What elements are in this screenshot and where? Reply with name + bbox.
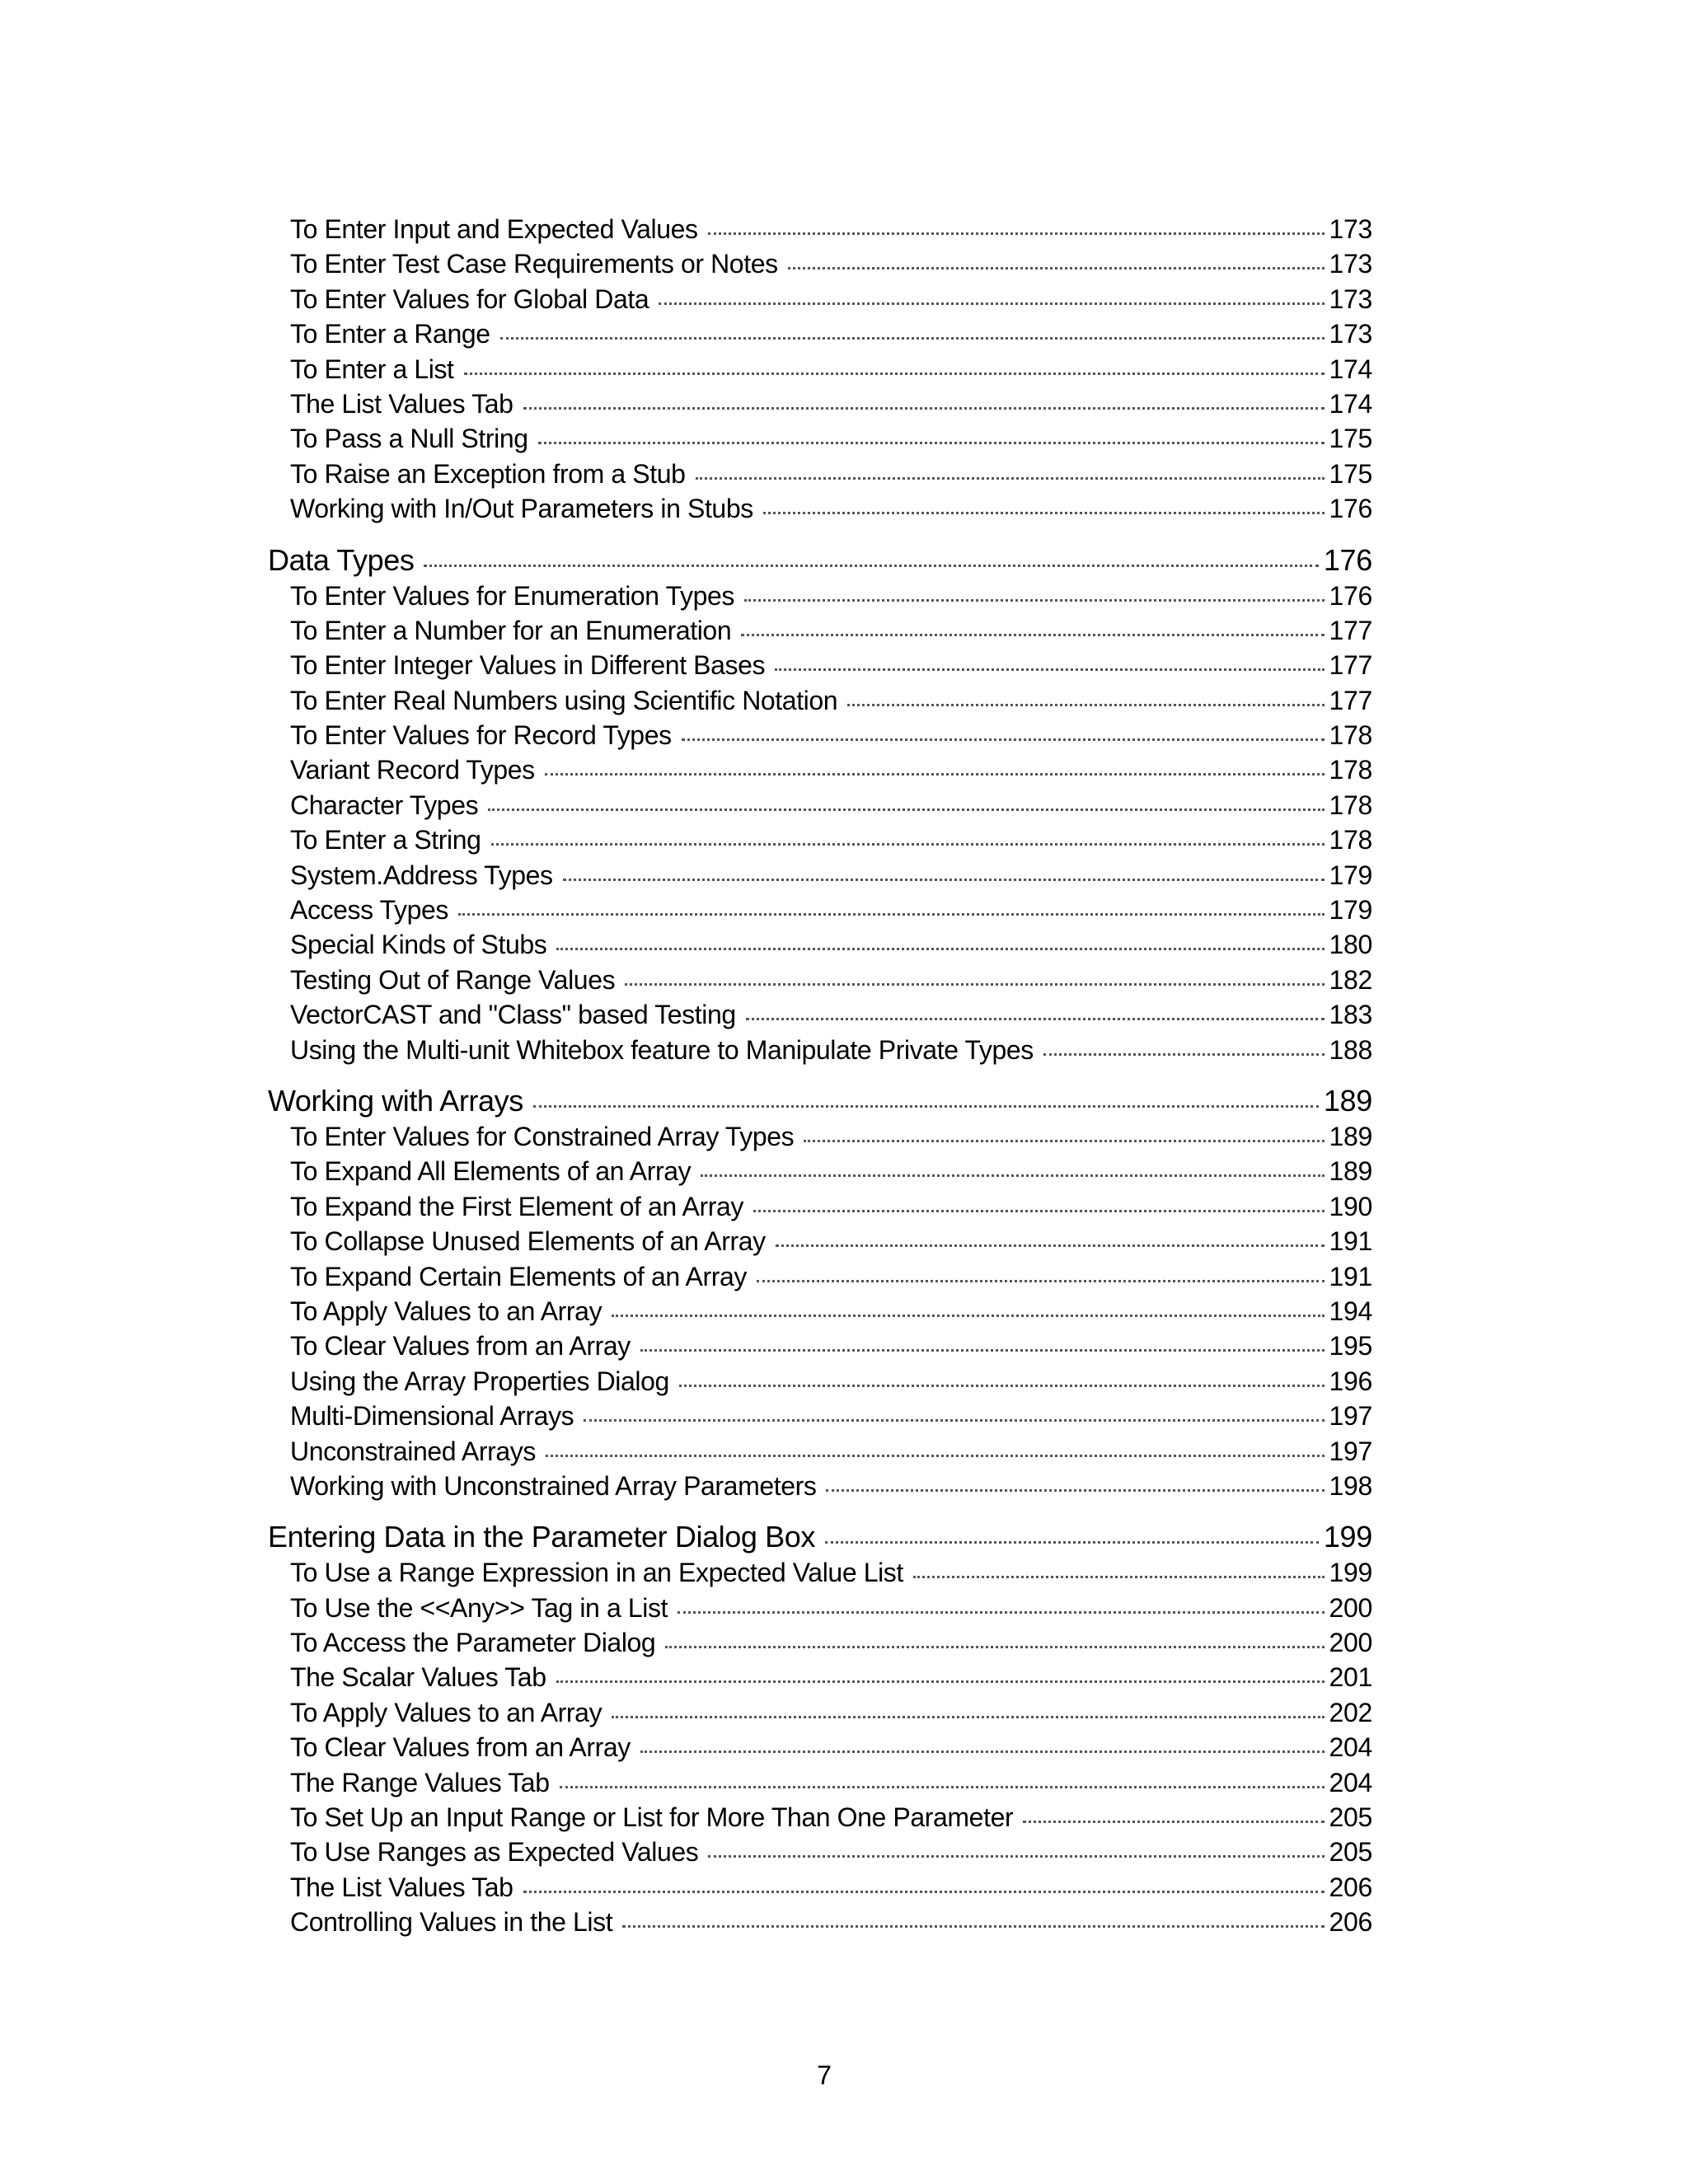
dot-leader	[640, 1349, 1325, 1352]
toc-entry-page-number: 206	[1329, 1907, 1372, 1938]
dot-leader	[523, 1891, 1325, 1893]
toc-entry-page-number: 183	[1329, 1000, 1372, 1030]
dot-leader	[659, 302, 1324, 305]
toc-entry[interactable]	[268, 1119, 1372, 1154]
dot-leader	[776, 1244, 1325, 1247]
toc-entry[interactable]	[268, 387, 1372, 421]
toc-entry-title: To Expand All Elements of an Array	[290, 1156, 692, 1187]
toc-entry-page-number: 179	[1329, 860, 1372, 890]
dot-leader	[584, 1419, 1324, 1422]
toc-entry-title: To Apply Values to an Array	[290, 1296, 603, 1326]
toc-entry-title: Working with In/Out Parameters in Stubs	[290, 494, 753, 524]
toc-section-title: Data Types	[268, 542, 415, 577]
dot-leader	[708, 232, 1325, 235]
dot-leader	[612, 1716, 1324, 1718]
dot-leader	[741, 634, 1324, 636]
page-number: 7	[817, 2060, 832, 2090]
toc-section-title: Entering Data in the Parameter Dialog Box	[268, 1520, 815, 1554]
toc-entry-page-number: 199	[1329, 1558, 1372, 1588]
toc-section-heading[interactable]	[268, 1083, 1372, 1119]
dot-leader	[665, 1646, 1324, 1648]
toc-entry-page-number: 189	[1329, 1121, 1372, 1151]
dot-leader	[788, 267, 1325, 269]
dot-leader	[464, 373, 1325, 375]
toc-entry[interactable]	[268, 212, 1372, 246]
dot-leader	[825, 1541, 1319, 1544]
toc-entry-title: Controlling Values in the List	[290, 1907, 613, 1938]
toc-entry[interactable]	[268, 246, 1372, 281]
toc-entry-page-number: 173	[1329, 214, 1372, 244]
toc-entry[interactable]	[268, 788, 1372, 823]
toc-entry[interactable]	[268, 893, 1372, 927]
dot-leader	[696, 477, 1325, 480]
toc-entry-page-number: 201	[1329, 1662, 1372, 1693]
dot-leader	[679, 1385, 1325, 1387]
toc-entry-page-number: 182	[1329, 964, 1372, 995]
toc-entry-title: Using the Array Properties Dialog	[290, 1366, 669, 1396]
toc-entry-title: Character Types	[290, 790, 479, 820]
toc-entry-page-number: 205	[1329, 1837, 1372, 1868]
dot-leader	[826, 1489, 1324, 1492]
dot-leader	[757, 1280, 1325, 1282]
toc-section-page-number: 189	[1323, 1083, 1372, 1118]
dot-leader	[563, 879, 1325, 881]
toc-entry[interactable]	[268, 1399, 1372, 1433]
toc-entry-title: To Use a Range Expression in an Expected Value List	[290, 1558, 903, 1588]
toc-entry-page-number: 195	[1329, 1331, 1372, 1361]
toc-entry-page-number: 190	[1329, 1191, 1372, 1221]
toc-entry[interactable]	[268, 1189, 1372, 1224]
toc-entry-page-number: 204	[1329, 1732, 1372, 1763]
dot-leader	[625, 983, 1324, 986]
toc-entry-page-number: 175	[1329, 458, 1372, 489]
toc-entry-title: To Enter a Number for an Enumeration	[290, 615, 732, 645]
dot-leader	[556, 1680, 1325, 1683]
toc-entry-title: To Enter Test Case Requirements or Notes	[290, 249, 778, 279]
dot-leader	[744, 599, 1325, 602]
toc-entry-title: VectorCAST and "Class" based Testing	[290, 1000, 736, 1030]
toc-entry-title: The List Values Tab	[290, 388, 513, 419]
toc-entry[interactable]	[268, 1905, 1372, 1939]
toc-entry-title: Special Kinds of Stubs	[290, 930, 547, 960]
toc-entry[interactable]	[268, 1870, 1372, 1905]
toc-entry[interactable]	[268, 927, 1372, 962]
toc-entry[interactable]	[268, 963, 1372, 997]
toc-entry-title: To Enter a Range	[290, 319, 490, 349]
toc-entry-page-number: 180	[1329, 930, 1372, 960]
toc-entry-page-number: 177	[1329, 650, 1372, 681]
dot-leader	[775, 668, 1324, 671]
dot-leader	[1023, 1821, 1324, 1823]
toc-entry-page-number: 176	[1329, 580, 1372, 611]
toc-entry-title: To Enter Real Numbers using Scientific Notation	[290, 685, 838, 715]
toc-entry[interactable]	[268, 1800, 1372, 1835]
toc-entry[interactable]	[268, 1259, 1372, 1294]
dot-leader	[701, 1174, 1324, 1177]
toc-entry-page-number: 206	[1329, 1872, 1372, 1902]
toc-entry-title: To Access the Parameter Dialog	[290, 1628, 656, 1658]
toc-entry-title: To Expand Certain Elements of an Array	[290, 1261, 747, 1291]
toc-entry[interactable]	[268, 421, 1372, 456]
toc-entry-title: To Raise an Exception from a Stub	[290, 458, 686, 489]
toc-entry-page-number: 173	[1329, 249, 1372, 279]
dot-leader	[491, 843, 1325, 846]
toc-entry-title: Multi-Dimensional Arrays	[290, 1401, 574, 1432]
toc-entry[interactable]	[268, 316, 1372, 351]
toc-entry-page-number: 178	[1329, 825, 1372, 855]
toc-entry-title: To Enter Values for Record Types	[290, 720, 672, 751]
toc-entry-page-number: 179	[1329, 895, 1372, 926]
dot-leader	[560, 1786, 1325, 1788]
dot-leader	[1043, 1053, 1325, 1056]
toc-entry-page-number: 198	[1329, 1470, 1372, 1501]
dot-leader	[538, 442, 1325, 444]
toc-entry[interactable]	[268, 1364, 1372, 1399]
toc-entry[interactable]	[268, 352, 1372, 387]
dot-leader	[622, 1925, 1324, 1928]
toc-entry-page-number: 191	[1329, 1226, 1372, 1257]
toc-entry-page-number: 189	[1329, 1156, 1372, 1187]
toc-entry-title: To Enter Integer Values in Different Bases	[290, 650, 766, 681]
toc-entry-title: The Range Values Tab	[290, 1767, 550, 1797]
toc-entry[interactable]	[268, 1765, 1372, 1800]
toc-entry[interactable]	[268, 1434, 1372, 1469]
toc-entry[interactable]	[268, 1469, 1372, 1503]
dot-leader	[763, 512, 1325, 514]
dot-leader	[424, 565, 1318, 567]
toc-entry-page-number: 173	[1329, 319, 1372, 349]
toc-section-title: Working with Arrays	[268, 1083, 523, 1118]
toc-entry[interactable]	[268, 1730, 1372, 1765]
toc-entry[interactable]	[268, 648, 1372, 682]
toc-entry[interactable]	[268, 683, 1372, 718]
toc-section-heading[interactable]	[268, 1519, 1372, 1555]
dot-leader	[458, 913, 1324, 916]
dot-leader	[847, 704, 1324, 706]
toc-entry-page-number: 197	[1329, 1401, 1372, 1432]
dot-leader	[545, 773, 1325, 776]
toc-entry-page-number: 177	[1329, 615, 1372, 645]
toc-entry-page-number: 194	[1329, 1296, 1372, 1326]
toc-entry[interactable]	[268, 1660, 1372, 1694]
toc-entry-title: To Apply Values to an Array	[290, 1697, 603, 1727]
toc-entry[interactable]	[268, 1329, 1372, 1363]
toc-entry[interactable]	[268, 1591, 1372, 1625]
toc-entry-page-number: 191	[1329, 1261, 1372, 1291]
toc-entry-title: Access Types	[290, 895, 449, 926]
toc-entry[interactable]	[268, 1154, 1372, 1188]
toc-entry-title: Variant Record Types	[290, 755, 535, 785]
toc-entry-title: The List Values Tab	[290, 1872, 513, 1902]
dot-leader	[746, 1018, 1325, 1020]
dot-leader	[500, 337, 1325, 340]
toc-entry[interactable]	[268, 997, 1372, 1032]
dot-leader	[640, 1750, 1325, 1753]
toc-entry[interactable]	[268, 1555, 1372, 1590]
toc-entry[interactable]	[268, 752, 1372, 787]
toc-entry-page-number: 175	[1329, 424, 1372, 454]
toc-entry-page-number: 178	[1329, 720, 1372, 751]
dot-leader	[488, 808, 1324, 811]
toc-entry-title: To Enter a List	[290, 354, 454, 384]
toc-entry[interactable]	[268, 491, 1372, 526]
toc-section-page-number: 199	[1323, 1520, 1372, 1554]
toc-entry[interactable]	[268, 1033, 1372, 1067]
dot-leader	[612, 1315, 1324, 1317]
toc-entry-title: To Enter Values for Global Data	[290, 284, 649, 314]
toc-entry-title: Testing Out of Range Values	[290, 964, 616, 995]
toc-entry-page-number: 174	[1329, 354, 1372, 384]
dot-leader	[804, 1140, 1324, 1142]
toc-entry-page-number: 177	[1329, 685, 1372, 715]
toc-entry-page-number: 174	[1329, 388, 1372, 419]
toc-entry-title: System.Address Types	[290, 860, 553, 890]
toc-entry-title: To Use Ranges as Expected Values	[290, 1837, 699, 1868]
dot-leader	[533, 1105, 1319, 1108]
toc-entry[interactable]	[268, 718, 1372, 752]
toc-entry-title: To Clear Values from an Array	[290, 1732, 631, 1763]
toc-entry[interactable]	[268, 457, 1372, 491]
toc-entry-title: To Collapse Unused Elements of an Array	[290, 1226, 766, 1257]
dot-leader	[753, 1210, 1324, 1212]
toc-entry-page-number: 178	[1329, 790, 1372, 820]
toc-entry-page-number: 202	[1329, 1697, 1372, 1727]
toc-entry-page-number: 196	[1329, 1366, 1372, 1396]
toc-section-page-number: 176	[1323, 542, 1372, 577]
toc-entry[interactable]	[268, 1224, 1372, 1258]
toc-entry-page-number: 205	[1329, 1802, 1372, 1833]
dot-leader	[678, 1611, 1324, 1614]
toc-entry-title: To Expand the First Element of an Array	[290, 1191, 744, 1221]
dot-leader	[682, 738, 1325, 741]
dot-leader	[708, 1855, 1324, 1858]
toc-entry-title: Using the Multi-unit Whitebox feature to Manipulate Private Types	[290, 1034, 1034, 1065]
toc-entry-page-number: 178	[1329, 755, 1372, 785]
toc-entry[interactable]	[268, 1294, 1372, 1329]
toc-entry-page-number: 173	[1329, 284, 1372, 314]
toc-entry-title: To Pass a Null String	[290, 424, 528, 454]
toc-entry-title: Unconstrained Arrays	[290, 1436, 536, 1466]
toc-entry[interactable]	[268, 282, 1372, 316]
toc-entry-title: To Enter Values for Constrained Array Types	[290, 1121, 795, 1151]
toc-entry-title: To Set Up an Input Range or List for More Than One Parameter	[290, 1802, 1014, 1833]
toc-entry[interactable]	[268, 1625, 1372, 1660]
toc-section-heading[interactable]	[268, 542, 1372, 579]
toc-entry-title: Working with Unconstrained Array Parameters	[290, 1470, 817, 1501]
dot-leader	[546, 1455, 1325, 1457]
toc-entry[interactable]	[268, 1695, 1372, 1730]
toc-entry-page-number: 188	[1329, 1034, 1372, 1065]
toc-entry-title: The Scalar Values Tab	[290, 1662, 546, 1693]
toc-entry[interactable]	[268, 1835, 1372, 1869]
dot-leader	[556, 948, 1324, 950]
toc-entry-page-number: 204	[1329, 1767, 1372, 1797]
toc-entry-title: To Clear Values from an Array	[290, 1331, 631, 1361]
toc-entry-page-number: 176	[1329, 494, 1372, 524]
dot-leader	[913, 1576, 1325, 1578]
toc-entry-title: To Enter a String	[290, 825, 481, 855]
toc-entry-page-number: 197	[1329, 1436, 1372, 1466]
toc-entry[interactable]	[268, 823, 1372, 857]
table-of-contents	[268, 212, 1372, 1940]
toc-entry-title: To Enter Input and Expected Values	[290, 214, 698, 244]
dot-leader	[523, 407, 1325, 410]
toc-entry-title: To Enter Values for Enumeration Types	[290, 580, 734, 611]
toc-entry-page-number: 200	[1329, 1628, 1372, 1658]
toc-entry[interactable]	[268, 613, 1372, 648]
toc-entry-title: To Use the <<Any>> Tag in a List	[290, 1592, 668, 1623]
toc-entry[interactable]	[268, 858, 1372, 893]
toc-entry-page-number: 200	[1329, 1592, 1372, 1623]
toc-entry[interactable]	[268, 579, 1372, 613]
